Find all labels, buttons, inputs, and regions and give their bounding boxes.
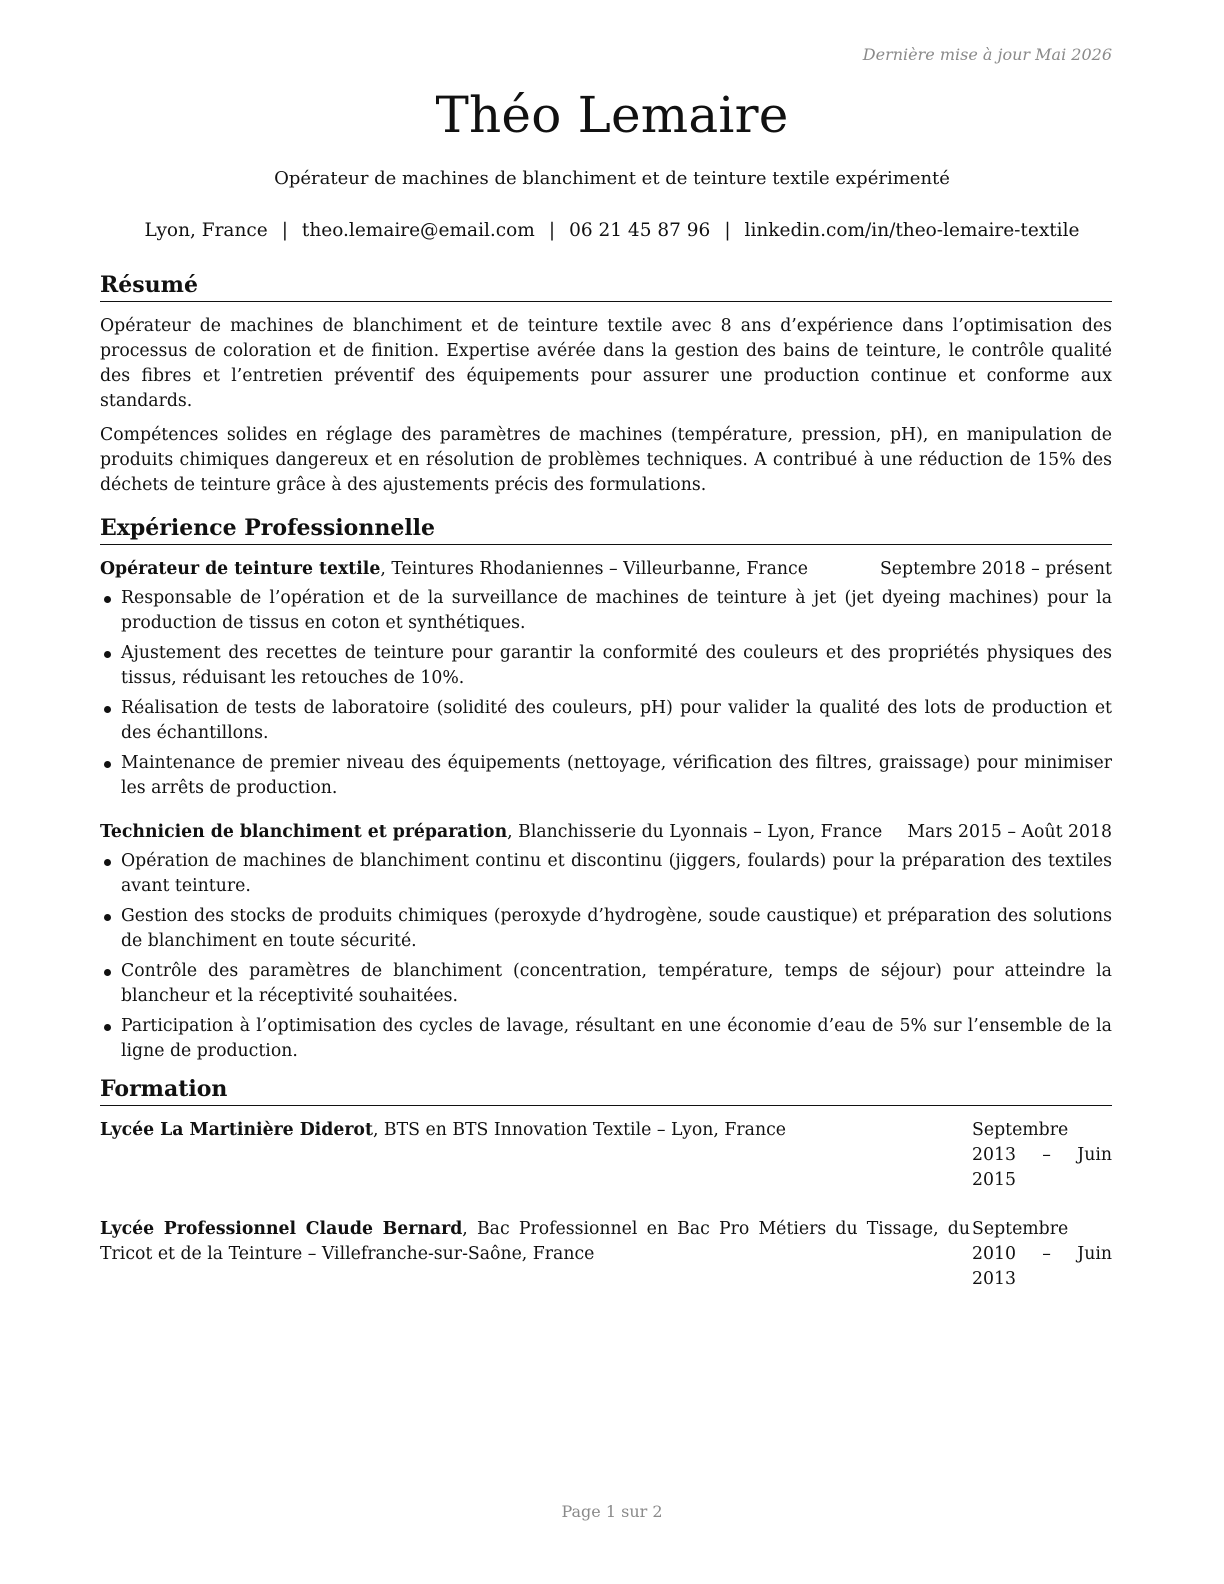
bullet-icon: [104, 651, 111, 658]
list-item: Opération de machines de blanchiment continu et discontinu (jiggers, foulards) pour la préparation des textiles avant teinture.: [100, 849, 1112, 899]
contact-location: Lyon, France: [144, 220, 268, 241]
job-bullets: [100, 849, 1112, 1064]
job-bullets: [100, 586, 1112, 801]
education-dates: Septembre 2013 – Juin 2015: [972, 1120, 1112, 1190]
education-entry: [100, 1118, 1112, 1193]
candidate-name: Théo Lemaire: [435, 86, 789, 144]
job-role: Technicien de blanchiment et préparation: [100, 822, 508, 842]
education-heading: Formation: [100, 1074, 1112, 1106]
job-company: , Teintures Rhodaniennes – Villeurbanne, France: [380, 559, 808, 579]
list-item: Réalisation de tests de laboratoire (solidité des couleurs, pH) pour valider la qualité des lots de production et des échantillons.: [100, 696, 1112, 746]
job-company: , Blanchisserie du Lyonnais – Lyon, France: [507, 822, 883, 842]
last-updated: Dernière mise à jour Mai 2026: [862, 45, 1112, 64]
list-item: Gestion des stocks de produits chimiques (peroxyde d’hydrogène, soude caustique) et préparation des solutions de blanchiment en toute sécurité.: [100, 904, 1112, 954]
list-item: Maintenance de premier niveau des équipements (nettoyage, vérification des filtres, graissage) pour minimiser les arrêts de production.: [100, 751, 1112, 801]
job-role: Opérateur de teinture textile: [100, 559, 381, 579]
page-number: Page 1 sur 2: [561, 1502, 663, 1521]
contact-separator: |: [548, 220, 556, 241]
experience-heading: Expérience Professionnelle: [100, 513, 1112, 545]
contact-separator: |: [281, 220, 288, 241]
education-detail: , BTS en BTS Innovation Textile – Lyon, France: [372, 1120, 786, 1140]
education-detail: , Bac Professionnel en Bac Pro Métiers du Tissage, du Tricot et de la Teinture – Villefranche-sur-Saône, France: [100, 1219, 970, 1264]
contact-separator: |: [724, 220, 731, 241]
job-entry: [100, 557, 1112, 801]
contact-line: [0, 220, 1224, 241]
job-entry: [100, 820, 1112, 1064]
bullet-icon: [104, 1024, 111, 1031]
bullet-icon: [104, 761, 111, 768]
summary-paragraph: Opérateur de machines de blanchiment et de teinture textile avec 8 ans d’expérience dans l’optimisation des processus de coloration et de finition. Expertise avérée dans la gestion des bains de teinture, le contrôle qualité des fibres et l’entretien préventif des équipements pour assurer une production continue et conforme aux standards.: [100, 316, 1112, 411]
list-item: Participation à l’optimisation des cycles de lavage, résultant en une économie d’eau de 5% sur l’ensemble de la ligne de production.: [100, 1014, 1112, 1064]
bullet-icon: [104, 914, 111, 921]
job-dates: Septembre 2018 – présent: [879, 559, 1112, 579]
list-item: Responsable de l’opération et de la surveillance de machines de teinture à jet (jet dyeing machines) pour la production de tissus en coton et synthétiques.: [100, 586, 1112, 636]
contact-linkedin[interactable]: linkedin.com/in/theo-lemaire-textile: [744, 220, 1080, 241]
list-item: Ajustement des recettes de teinture pour garantir la conformité des couleurs et des propriétés physiques des tissus, réduisant les retouches de 10%.: [100, 641, 1112, 691]
education-school: Lycée La Martinière Diderot: [100, 1120, 373, 1140]
education-entry: [100, 1217, 1112, 1292]
bullet-icon: [104, 859, 111, 866]
bullet-icon: [104, 596, 111, 603]
job-header: [100, 820, 1112, 845]
contact-email[interactable]: theo.lemaire@email.com: [301, 220, 535, 241]
summary-heading: Résumé: [100, 270, 1112, 302]
list-item: Contrôle des paramètres de blanchiment (concentration, température, temps de séjour) pour atteindre la blancheur et la réceptivité souhaitées.: [100, 959, 1112, 1009]
bullet-icon: [104, 706, 111, 713]
candidate-subtitle: Opérateur de machines de blanchiment et de teinture textile expérimenté: [274, 168, 950, 189]
education-dates: Septembre 2010 – Juin 2013: [972, 1219, 1112, 1289]
contact-phone: 06 21 45 87 96: [569, 220, 711, 241]
resume-content: [100, 270, 1112, 1292]
bullet-icon: [104, 969, 111, 976]
job-header: [100, 557, 1112, 582]
job-dates: Mars 2015 – Août 2018: [907, 822, 1112, 842]
summary-paragraph: Compétences solides en réglage des paramètres de machines (température, pression, pH), en manipulation de produits chimiques dangereux et en résolution de problèmes techniques. A contribué à une réduction de 15% des déchets de teinture grâce à des ajustements précis des formulations.: [100, 425, 1112, 495]
education-school: Lycée Professionnel Claude Bernard: [100, 1219, 463, 1239]
